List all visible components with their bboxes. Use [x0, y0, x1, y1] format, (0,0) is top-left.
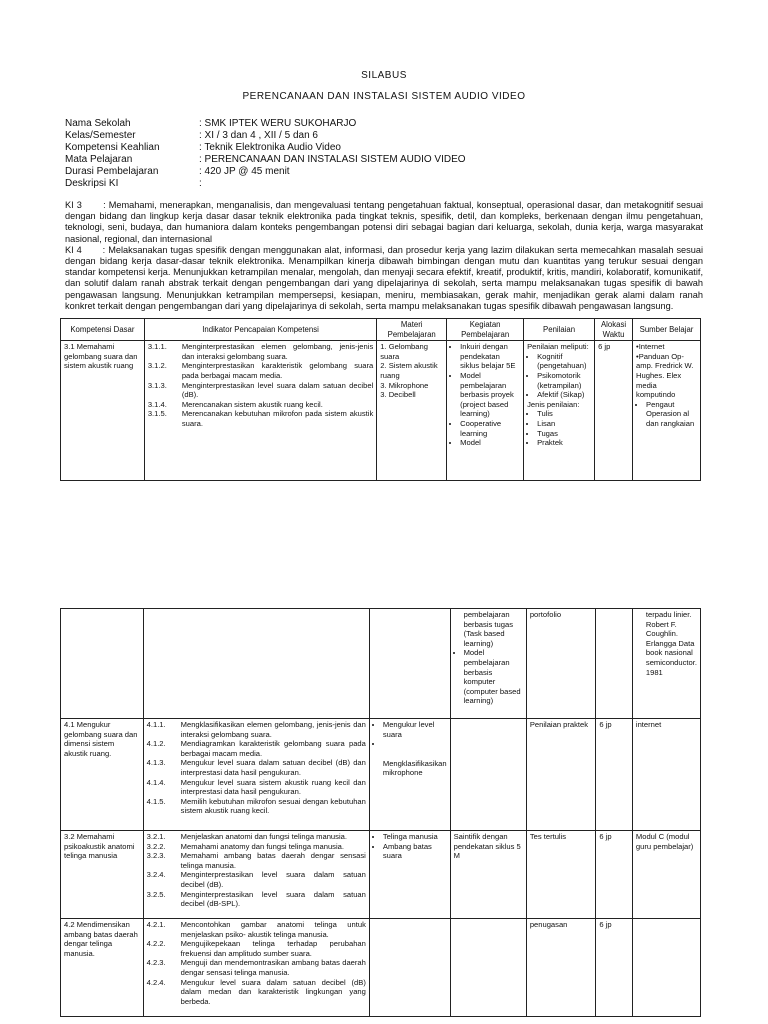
- info-value: : XI / 3 dan 4 , XII / 5 dan 6: [199, 130, 318, 141]
- sumber-cell: [632, 919, 700, 1017]
- header-penilaian: Penilaian: [524, 319, 595, 341]
- indicator-item: [147, 851, 366, 870]
- indicator-text: Mengklasifikasikan elemen gelombang, jenis-jenis dan interaksi gelombang suara.: [180, 720, 366, 739]
- indicator-number: 3.2.1.: [146, 832, 166, 841]
- sumber-cell: internet: [632, 719, 700, 831]
- penilaian-title: Penilaian meliputi:: [527, 342, 589, 352]
- kegiatan-cell: [447, 341, 524, 481]
- info-label: Nama Sekolah: [65, 118, 131, 129]
- indicators-cell: [143, 609, 369, 719]
- indicator-number: 3.1.4.: [147, 399, 167, 409]
- indicator-number: 4.1.1.: [146, 720, 166, 729]
- header-kd: Kompetensi Dasar: [61, 319, 145, 341]
- info-value: : Teknik Elektronika Audio Video: [199, 142, 341, 153]
- penilaian-cell: Tes tertulis: [526, 831, 596, 919]
- sumber-cell: Modul C (modul guru pembelajar): [632, 831, 700, 919]
- materi-list: [373, 832, 447, 861]
- kd-cell: 4.2 Mendimensikan ambang batas daerah dengar telinga manusia.: [61, 919, 144, 1017]
- jenis-item: • Tugas: [537, 429, 591, 439]
- indicator-item: [147, 758, 366, 777]
- info-row: [65, 130, 466, 142]
- indicator-text: Mengukur level suara dalam satuan decibel (dB) dalam medan dan karakteristik lingkungan yang berbeda.: [180, 977, 366, 1006]
- indicator-number: 3.2.5.: [146, 889, 166, 899]
- indicator-item: [148, 381, 373, 400]
- document-subtitle: PERENCANAAN DAN INSTALASI SISTEM AUDIO VIDEO: [242, 91, 526, 102]
- info-label: Kelas/Semester: [65, 130, 136, 141]
- indicator-text: Memilih kebutuhan mikrofon sesuai dengan kebutuhan sistem akustik ruang kecil.: [180, 796, 366, 816]
- syllabus-table-part2: [60, 608, 701, 1017]
- indicator-text: Menginterprestasikan level suara dalam satuan decibel (dB-SPL).: [180, 889, 366, 909]
- indicator-text: Merencanakan kebutuhan mikrofon pada sistem akustik suara.: [181, 409, 374, 428]
- indicator-number: 4.1.2.: [146, 739, 166, 749]
- ki3-text: KI 3 : Memahami, menerapkan, menganalisis, dan mengevaluasi tentang pengetahuan faktual, konseptual, operasional dasar, dan metakognitif sesuai dengan bidang dan lingkup kerja dasar dasar teknik elektronika pada tingkat teknis, spesifik, detil, dan kompleks, berkenaan dengan ilmu pengetahuan, teknologi, seni, budaya, dan humaniora dalam konteks pengembangan potensi diri sebagai bagian dari keluarga, sekolah, dunia kerja, warga masyarakat nasional, regional, dan internasional: [65, 200, 703, 244]
- sumber-list: [636, 400, 697, 429]
- document-title: SILABUS: [361, 70, 407, 81]
- indicator-item: [147, 720, 366, 739]
- table-row: [61, 341, 701, 481]
- jenis-item: • Lisan: [537, 419, 591, 429]
- indicator-item: [147, 890, 366, 909]
- indicators-cell: [143, 719, 369, 831]
- indicator-text: Mengukur level suara sistem akustik ruang kecil dan interprestasi data hasil pengukuran.: [180, 777, 366, 797]
- kegiatan-item: • Inkuiri dengan pendekatan siklus belajar 5E: [460, 342, 520, 371]
- kegiatan-item: • Model pembelajaran berbasis komputer (computer based learning): [464, 648, 523, 706]
- info-value: : PERENCANAAN DAN INSTALASI SISTEM AUDIO VIDEO: [199, 154, 466, 165]
- indicator-text: Menjelaskan anatomi dan fungsi telinga manusia.: [180, 832, 347, 841]
- jenis-title: Jenis penilaian:: [527, 399, 580, 409]
- indicator-text: Merencanakan sistem akustik ruang kecil.: [181, 399, 323, 409]
- info-row: [65, 118, 466, 130]
- indicator-text: Menguji dan mendemontrasikan ambang batas daerah dengar sensasi telinga manusia.: [180, 958, 366, 977]
- materi-item: 3. Mikrophone: [380, 380, 429, 390]
- penilaian-cell: Penilaian praktek: [526, 719, 596, 831]
- indicator-item: [147, 842, 366, 852]
- header-kegiatan: Kegiatan Pembelajaran: [447, 319, 524, 341]
- indicator-item: [147, 739, 366, 758]
- penilaian-cell: [524, 341, 595, 481]
- penilaian-item: • Psikomotorik (ketrampilan): [537, 371, 591, 390]
- syllabus-table-part1: [60, 318, 701, 481]
- indicator-item: [147, 797, 366, 816]
- materi-item: • Ambang batas suara: [383, 842, 447, 861]
- materi-cell: [369, 719, 450, 831]
- indicator-number: 4.1.3.: [146, 758, 166, 768]
- materi-cell: [369, 831, 450, 919]
- indicator-number: 3.1.5.: [147, 409, 167, 419]
- indicator-text: Mencontohkan gambar anatomi telinga untuk menjelaskan psiko- akustik telinga manusia.: [180, 920, 366, 939]
- indicator-item: [148, 409, 373, 428]
- materi-item: 3. Decibell: [380, 390, 416, 400]
- sumber-item: • Pengaut Operasion al dan rangkaian: [646, 400, 697, 429]
- jenis-item: • Praktek: [537, 438, 591, 448]
- indicator-number: 3.1.1.: [147, 342, 167, 352]
- info-label: Deskripsi KI: [65, 178, 119, 189]
- jenis-list: [527, 409, 591, 447]
- indicators-cell: [143, 919, 369, 1017]
- alokasi-cell: 6 jp: [596, 719, 633, 831]
- indicator-item: [147, 920, 366, 939]
- materi-item: • Mengukur level suara: [383, 720, 447, 739]
- materi-cell: [369, 609, 450, 719]
- sumber-item: •Internet: [636, 342, 665, 352]
- indicator-number: 3.2.3.: [146, 851, 166, 861]
- kegiatan-item: • Model pembelajaran berbasis proyek (project based learning): [460, 371, 520, 419]
- kd-cell: 4.1 Mengukur gelombang suara dan dimensi sistem akustik ruang.: [61, 719, 144, 831]
- info-label: Kompetensi Keahlian: [65, 142, 160, 153]
- kd-cell: 3.1 Memahami gelombang suara dan sistem akustik ruang: [61, 341, 145, 481]
- info-label: Mata Pelajaran: [65, 154, 133, 165]
- indicator-number: 3.1.3.: [147, 380, 167, 390]
- kegiatan-list: [450, 342, 520, 448]
- kegiatan-cell: Saintifik dengan pendekatan siklus 5 M: [450, 831, 526, 919]
- kegiatan-list: [454, 648, 523, 706]
- indicator-number: 3.2.2.: [146, 841, 166, 851]
- materi-item: 1. Gelombang suara: [380, 342, 428, 361]
- info-row: [65, 154, 466, 166]
- indicator-number: 3.1.2.: [147, 361, 167, 371]
- sumber-item: terpadu linier. Robert F. Coughlin. Erlangga Data book nasional semiconductor. 1981: [645, 610, 697, 677]
- indicator-text: Mengukur level suara dalam satuan decibel (dB) dan interprestasi data hasil pengukuran.: [180, 758, 366, 777]
- indicator-number: 4.2.4.: [146, 977, 166, 987]
- kegiatan-item: • Model: [460, 438, 520, 448]
- materi-item: • Telinga manusia: [383, 832, 447, 842]
- penilaian-list: [527, 352, 591, 400]
- penilaian-item: • Kognitif (pengetahuan): [537, 352, 591, 371]
- header-materi: Materi Pembelajaran: [377, 319, 447, 341]
- header-sumber: Sumber Belajar: [633, 319, 701, 341]
- kegiatan-cell: [450, 719, 526, 831]
- table-row: [61, 609, 701, 719]
- indicator-item: [147, 939, 366, 958]
- indicator-number: 4.2.1.: [146, 920, 166, 929]
- indicators-cell: [143, 831, 369, 919]
- kegiatan-item: • Cooperative learning: [460, 419, 520, 438]
- materi-item: 2. Sistem akustik ruang: [380, 361, 438, 380]
- indicator-item: [148, 361, 373, 380]
- jenis-item: • Tulis: [537, 409, 591, 419]
- indicator-item: [147, 832, 366, 842]
- header-ipk: Indikator Pencapaian Kompetensi: [144, 319, 376, 341]
- indicator-number: 3.2.4.: [146, 870, 166, 880]
- kegiatan-cell: [450, 609, 526, 719]
- indicator-text: Menginterprestasikan level suara dalam satuan decibel (dB).: [180, 870, 366, 889]
- indicators-cell: [144, 341, 376, 481]
- indicator-text: Mendiagramkan karakteristik gelombang suara pada berbagai macam media.: [180, 739, 366, 758]
- kd-cell: [61, 609, 144, 719]
- alokasi-cell: [596, 609, 633, 719]
- alokasi-cell: 6 jp: [595, 341, 633, 481]
- kegiatan-cell: [450, 919, 526, 1017]
- table-row: [61, 719, 701, 831]
- table-header-row: [61, 319, 701, 341]
- alokasi-cell: 6 jp: [596, 831, 633, 919]
- info-value: : SMK IPTEK WERU SUKOHARJO: [199, 118, 357, 129]
- indicator-number: 4.2.3.: [146, 958, 166, 968]
- ki4-text: KI 4 : Melaksanakan tugas spesifik dengan menggunakan alat, informasi, dan prosedur kerja yang lazim dilakukan serta memecahkan masalah sesuai dengan bidang kerja dasar-dasar teknik elektronika. Menampilkan kinerja dibawah bimbingan dengan mutu dan kuantitas yang terukur sesuai dengan standar kompetensi kerja. Menunjukkan ketrampilan menalar, mengolah, dan menyaji secara efektif, kreatif, produktif, kritis, mandiri, kolaboratif, komunikatif, dan solutif dalam ranah abstrak terkait dengan pengembangan dari yang dipelajarinya di sekolah, serta mampu melaksanakan tugas spesifik di bawah pengawasan langsung. Menunjukkan ketrampilan mempersepsi, kesiapan, meniru, membiasakan, gerak mahir, menjadikan gerak alami dalam ranah konkret terkait dengan pengembangan dari yang dipelajarinya di sekolah, serta mampu melaksanakan tugas spesifik dibawah pengawasan langsung.: [65, 244, 703, 311]
- indicator-text: Menginterprestasikan karakteristik gelombang suara pada berbagai macam media.: [181, 361, 374, 380]
- header-alokasi: Alokasi Waktu: [595, 319, 633, 341]
- info-row: [65, 166, 466, 178]
- info-row: [65, 142, 466, 154]
- info-value: : 420 JP @ 45 menit: [199, 166, 290, 177]
- table-row: [61, 831, 701, 919]
- indicator-item: [147, 778, 366, 797]
- kd-cell: 3.2 Memahami psikoakustik anatomi telinga manusia: [61, 831, 144, 919]
- indicator-text: Memahami ambang batas daerah dengar sensasi telinga manusia.: [180, 851, 366, 870]
- sumber-item: •Panduan Op-amp. Fredrick W. Hughes. Elex media komputindo: [636, 351, 694, 400]
- info-row: [65, 178, 466, 190]
- penilaian-cell: penugasan: [526, 919, 596, 1017]
- school-info: [65, 118, 466, 190]
- table-row: [61, 919, 701, 1017]
- indicator-text: Menginterprestasikan elemen gelombang, jenis-jenis dan interaksi gelombang suara.: [181, 342, 374, 361]
- indicator-item: [147, 870, 366, 889]
- indicator-item: [147, 978, 366, 1007]
- info-label: Durasi Pembelajaran: [65, 166, 159, 177]
- materi-cell: [369, 919, 450, 1017]
- materi-item: Mengklasifikasikan mikrophone: [382, 758, 447, 778]
- materi-list: [373, 720, 447, 749]
- indicator-text: Memahami anatomy dan fungsi telinga manusia.: [180, 841, 344, 851]
- indicator-text: Menginterprestasikan level suara dalam satuan decibel (dB).: [181, 380, 374, 400]
- alokasi-cell: 6 jp: [596, 919, 633, 1017]
- kegiatan-continued: pembelajaran berbasis tugas (Task based learning): [463, 610, 513, 648]
- indicator-number: 4.2.2.: [146, 939, 166, 949]
- penilaian-item: • Afektif (Sikap): [537, 390, 591, 400]
- info-value: :: [199, 178, 202, 189]
- indicator-item: [147, 958, 366, 977]
- sumber-cell: [633, 341, 701, 481]
- penilaian-cell: portofolio: [526, 609, 596, 719]
- indicator-item: [148, 400, 373, 410]
- indicator-text: Mengujikepekaan telinga terhadap perubahan frekuensi dan amplitudo sumber suara.: [180, 939, 366, 958]
- sumber-cell: [632, 609, 700, 719]
- indicator-item: [148, 342, 373, 361]
- indicator-number: 4.1.4.: [146, 777, 166, 787]
- indicator-number: 4.1.5.: [146, 796, 166, 806]
- ki-description: [65, 200, 703, 312]
- materi-item: [383, 739, 447, 749]
- materi-cell: [377, 341, 447, 481]
